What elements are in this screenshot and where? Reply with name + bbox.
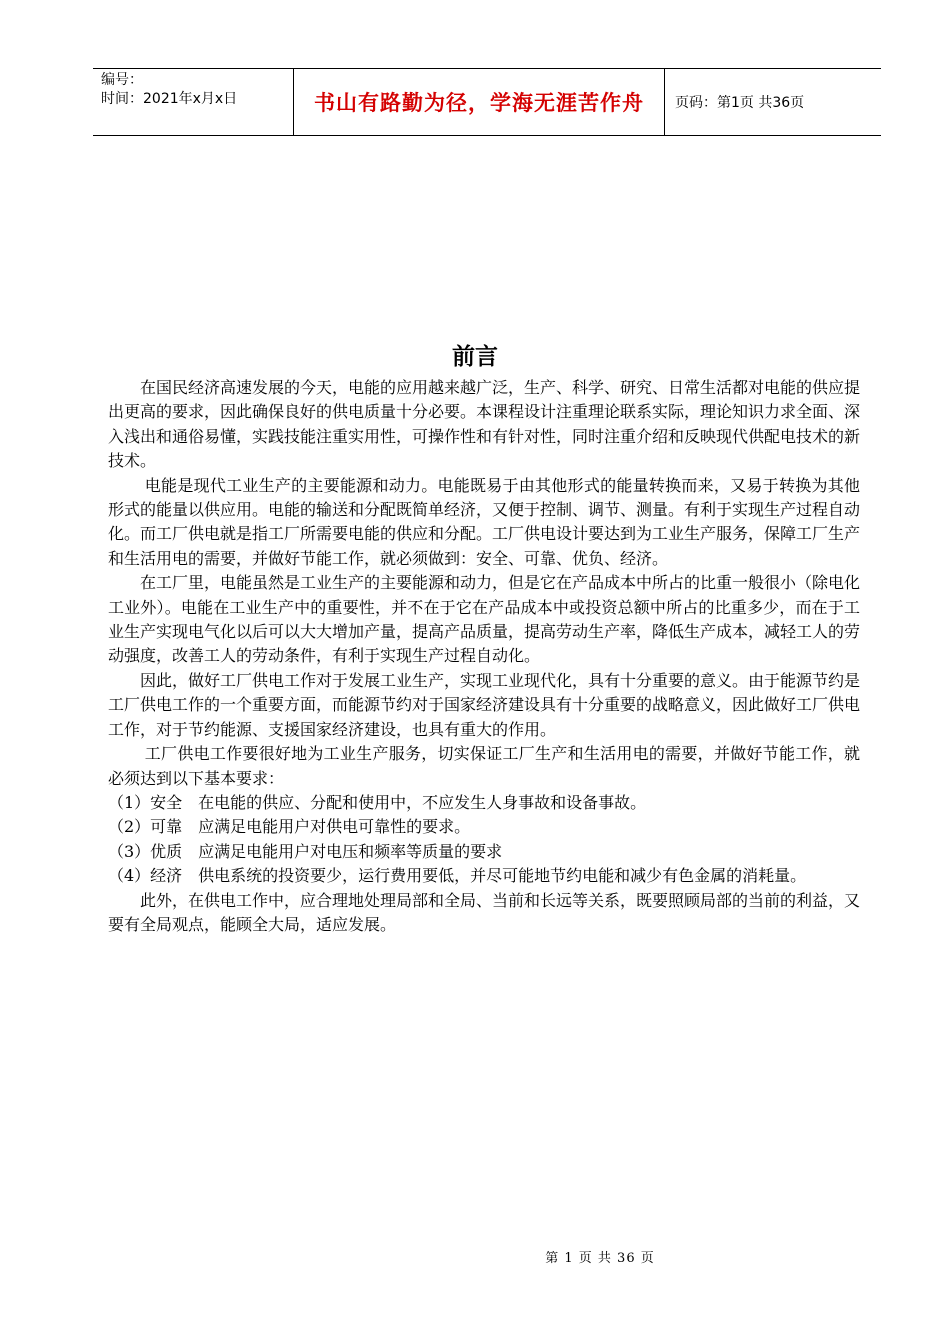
header-meta: [93, 69, 293, 135]
requirement-item: （1）安全 在电能的供应、分配和使用中，不应发生人身事故和设备事故。: [108, 792, 647, 812]
requirement-item: （3）优质 应满足电能用户对电压和频率等质量的要求: [108, 841, 503, 861]
time-label: 时间：2021年x月x日: [101, 91, 238, 107]
document-body: [108, 376, 860, 937]
page-footer: 第 1 页 共 36 页: [545, 1251, 655, 1266]
requirement-item: （2）可靠 应满足电能用户对供电可靠性的要求。: [108, 817, 471, 837]
paragraph: 在工厂里，电能虽然是工业生产的主要能源和动力，但是它在产品成本中所占的比重一般很小（除电化工业外）。电能在工业生产中的重要性，并不在于它在产品成本中或投资总额中所占的比重多少，而在于工业生产实现电气化以后可以大大增加产量，提高产品质量，提高劳动生产率，降低生产成本，减轻工人的劳动强度，改善工人的劳动条件，有利于实现生产过程自动化。: [108, 573, 861, 666]
paragraph: 此外，在供电工作中，应合理地处理局部和全局、当前和长远等关系，既要照顾局部的当前的利益，又要有全局观点，能顾全大局，适应发展。: [108, 890, 861, 934]
requirement-item: （4）经济 供电系统的投资要少，运行费用要低，并尽可能地节约电能和减少有色金属的消耗量。: [108, 866, 807, 886]
header-motto: 书山有路勤为径，学海无涯苦作舟: [293, 69, 665, 135]
paragraph: 在国民经济高速发展的今天，电能的应用越来越广泛，生产、科学、研究、日常生活都对电能的供应提出更高的要求，因此确保良好的供电质量十分必要。本课程设计注重理论联系实际，理论知识力求全面、深入浅出和通俗易懂，实践技能注重实用性，可操作性和有针对性，同时注重介绍和反映现代供配电技术的新技术。: [108, 378, 861, 471]
paragraph: 电能是现代工业生产的主要能源和动力。电能既易于由其他形式的能量转换而来，又易于转换为其他形式的能量以供应用。电能的输送和分配既简单经济，又便于控制、调节、测量。有利于实现生产过程自动化。而工厂供电就是指工厂所需要电能的供应和分配。工厂供电设计要达到为工业生产服务，保障工厂生产和生活用电的需要，并做好节能工作，就必须做到：安全、可靠、优负、经济。: [108, 475, 861, 568]
page-title: 前言: [452, 344, 498, 370]
page-header: [93, 68, 881, 136]
header-page-info: 页码：第1页 共36页: [675, 95, 805, 111]
paragraph: 因此，做好工厂供电工作对于发展工业生产，实现工业现代化，具有十分重要的意义。由于能源节约是工厂供电工作的一个重要方面，而能源节约对于国家经济建设具有十分重要的战略意义，因此做好工厂供电工作，对于节约能源、支援国家经济建设，也具有重大的作用。: [108, 670, 861, 739]
code-label: 编号：: [101, 72, 143, 88]
paragraph: 工厂供电工作要很好地为工业生产服务，切实保证工厂生产和生活用电的需要，并做好节能工作，就必须达到以下基本要求：: [108, 744, 860, 788]
